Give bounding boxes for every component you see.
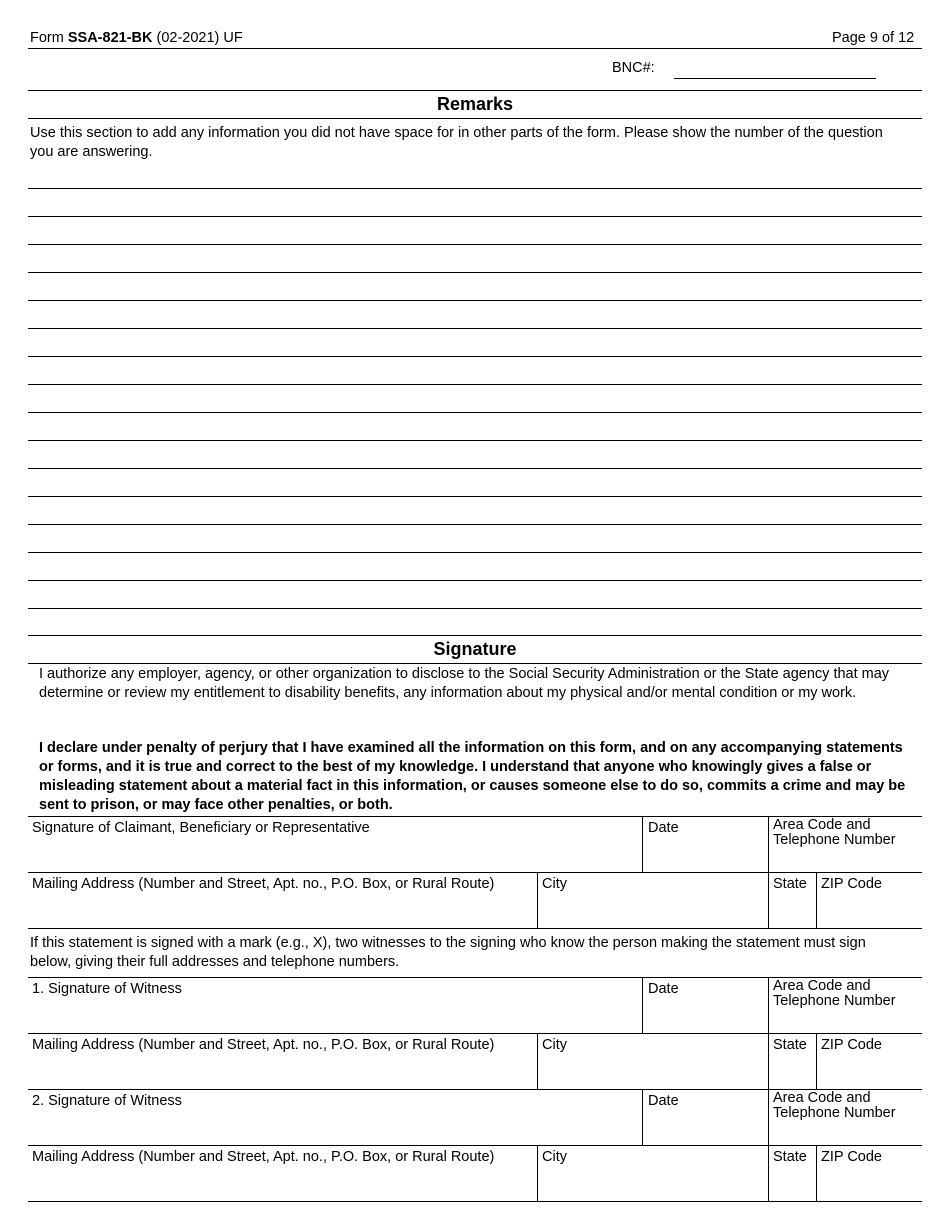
witness1-date-label: Date (648, 981, 679, 997)
claimant-date-label: Date (648, 820, 679, 836)
witness1-zip-label: ZIP Code (821, 1037, 882, 1053)
remarks-instructions: Use this section to add any information you did not have space for in other parts of the form. Please show the number of the question you are answering. (30, 125, 883, 160)
claimant-block-bottom (28, 928, 922, 929)
witness2-signature-label: 2. Signature of Witness (32, 1093, 182, 1109)
bnc-line (674, 78, 876, 79)
claimant-signature-label: Signature of Claimant, Beneficiary or Representative (32, 820, 370, 836)
witness2-state-label: State (773, 1149, 807, 1165)
witness1-address-label: Mailing Address (Number and Street, Apt. no., P.O. Box, or Rural Route) (32, 1037, 495, 1053)
remarks-textarea[interactable] (28, 160, 922, 635)
form-number: SSA-821-BK (67, 30, 153, 46)
declaration-text: I declare under penalty of perjury that I have examined all the information on this form, and on any accompanying statements or forms, and it is true and correct to the best of my knowledge. I understand that anyone who knowingly gives a false or misleading statement about a material fact in this information, or causes someone else to do so, commits a crime and may be sent to prison, or may face other penalties, or both. (39, 740, 906, 813)
authorization-text: I authorize any employer, agency, or other organization to disclose to the Social Security Administration or the State agency that may determine or review my entitlement to disability benefits, any information about my physical and/or mental condition or my work. (39, 666, 890, 701)
claimant-zip-label: ZIP Code (821, 876, 882, 892)
witness2-address-label: Mailing Address (Number and Street, Apt. no., P.O. Box, or Rural Route) (32, 1149, 495, 1165)
witness1-city-field[interactable] (538, 1034, 768, 1089)
claimant-address-label: Mailing Address (Number and Street, Apt. no., P.O. Box, or Rural Route) (32, 876, 495, 892)
bnc-label: BNC#: (612, 60, 655, 76)
witness1-state-label: State (773, 1037, 807, 1053)
claimant-city-field[interactable] (538, 873, 768, 928)
claimant-city-label: City (542, 876, 567, 892)
bnc-field[interactable] (674, 56, 876, 78)
form-suffix: (02-2021) UF (152, 30, 243, 46)
witness1-signature-label: 1. Signature of Witness (32, 981, 182, 997)
witness1-phone-label-line1: Area Code and (773, 978, 871, 994)
signature-title-rule (28, 663, 922, 664)
claimant-phone-label-line1: Area Code and (773, 817, 871, 833)
remarks-title: Remarks (436, 94, 514, 114)
remarks-title-rule (28, 118, 922, 119)
witness2-city-label: City (542, 1149, 567, 1165)
form-prefix: Form (30, 30, 68, 46)
claimant-state-label: State (773, 876, 807, 892)
witness2-block-bottom (28, 1201, 922, 1202)
remarks-top-rule (28, 90, 922, 91)
signature-title: Signature (433, 639, 517, 659)
witness2-phone-label-line2: Telephone Number (773, 1105, 896, 1121)
header-rule (28, 48, 922, 49)
witness2-date-label: Date (648, 1093, 679, 1109)
page-number: Page 9 of 12 (832, 30, 915, 46)
witness1-phone-label-line2: Telephone Number (773, 993, 896, 1009)
claimant-phone-label-line2: Telephone Number (773, 832, 896, 848)
witness1-city-label: City (542, 1037, 567, 1053)
form-id (30, 32, 243, 45)
witness2-zip-label: ZIP Code (821, 1149, 882, 1165)
witness2-city-field[interactable] (538, 1146, 768, 1201)
witness-instructions: If this statement is signed with a mark (e.g., X), two witnesses to the signing who know the person making the statement must sign below, giving their full addresses and telephone numbers. (30, 935, 866, 970)
witness2-phone-label-line1: Area Code and (773, 1090, 871, 1106)
